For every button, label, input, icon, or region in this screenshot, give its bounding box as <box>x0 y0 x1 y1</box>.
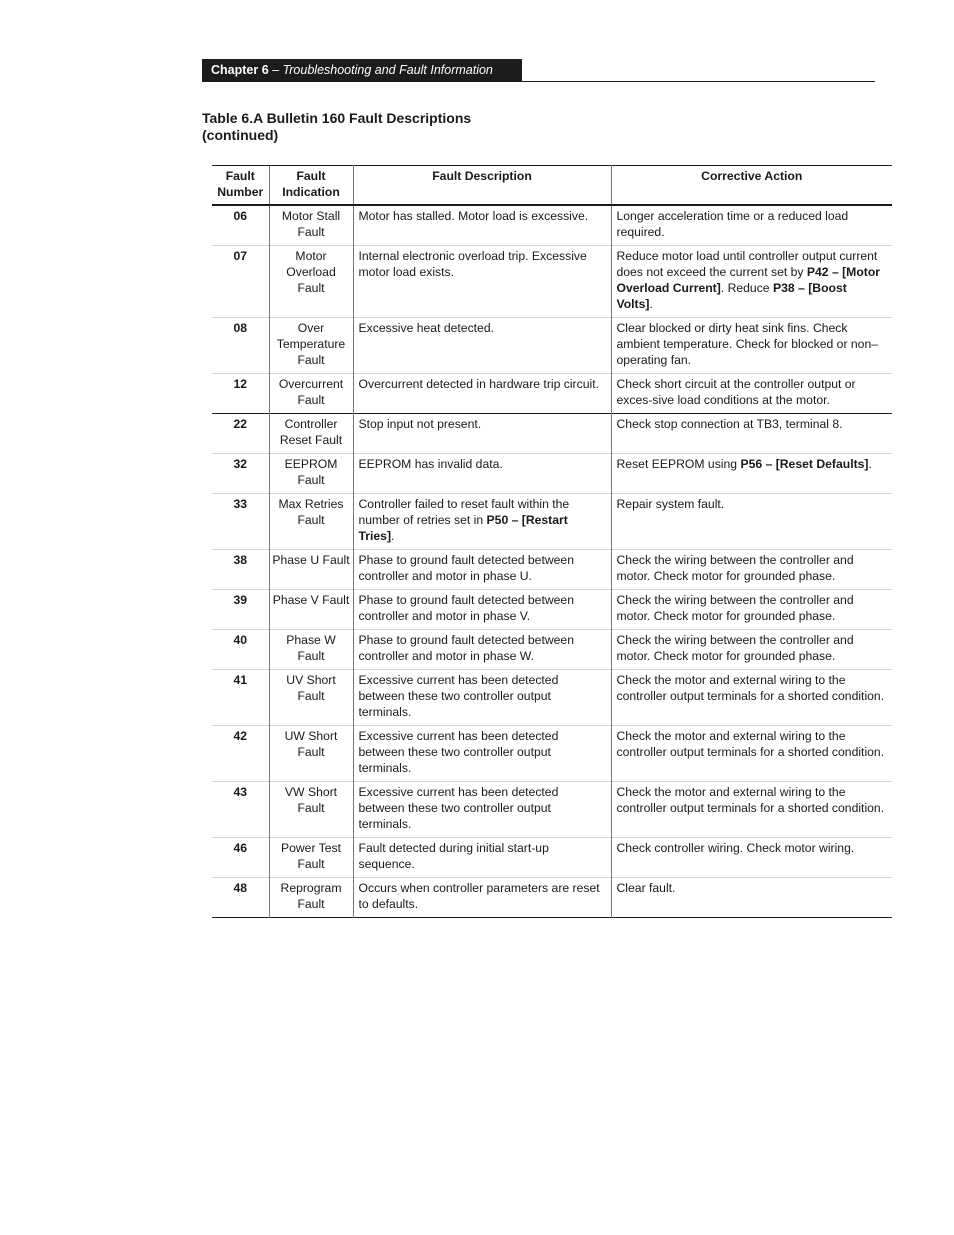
action-text: Check the motor and external wiring to the controller output terminals for a shorted condition. <box>616 784 885 815</box>
fault-indication-line: Fault <box>297 472 325 487</box>
table-row <box>212 317 892 373</box>
description-text: Excessive heat detected. <box>358 320 494 335</box>
header-fault-indication-line1: Fault <box>296 169 326 183</box>
fault-indication-line: UV Short <box>286 672 336 687</box>
description-text: Occurs when controller parameters are reset to defaults. <box>358 880 600 911</box>
corrective-action-cell <box>611 317 892 373</box>
fault-indication-cell <box>269 629 353 669</box>
action-text: Reset EEPROM using <box>616 456 741 471</box>
fault-indication-line: Fault <box>297 280 325 295</box>
fault-indication-line: Power Test <box>280 840 342 855</box>
fault-indication-line: Fault <box>297 352 325 367</box>
fault-indication-cell <box>269 245 353 317</box>
action-text: Longer acceleration time or a reduced load required. <box>616 208 849 239</box>
table-row <box>212 725 892 781</box>
header-fault-description: Fault Description <box>353 166 611 205</box>
fault-description-cell <box>353 245 611 317</box>
table-row <box>212 493 892 549</box>
corrective-action-cell <box>611 413 892 453</box>
table-row <box>212 413 892 453</box>
table-row <box>212 205 892 246</box>
fault-number-cell: 41 <box>233 672 248 687</box>
header-fault-number-line1: Fault <box>225 169 255 183</box>
description-text: Phase to ground fault detected between controller and motor in phase W. <box>358 632 574 663</box>
chapter-title: Troubleshooting and Fault Information <box>282 63 493 77</box>
fault-number-cell: 40 <box>233 632 248 647</box>
fault-number-cell: 12 <box>233 376 248 391</box>
action-text: Check the wiring between the controller and motor. Check motor for grounded phase. <box>616 552 854 583</box>
table-header-row <box>212 166 892 205</box>
chapter-separator: – <box>268 63 283 77</box>
fault-indication-line: Fault <box>297 512 325 527</box>
action-text: Check the wiring between the controller and motor. Check motor for grounded phase. <box>616 632 854 663</box>
fault-indication-cell <box>269 589 353 629</box>
fault-indication-cell <box>269 549 353 589</box>
table-row <box>212 373 892 413</box>
corrective-action-cell <box>611 669 892 725</box>
description-text: Excessive current has been detected between these two controller output terminals. <box>358 784 559 831</box>
fault-indication-line: Fault <box>297 856 325 871</box>
action-text: Check the wiring between the controller and motor. Check motor for grounded phase. <box>616 592 854 623</box>
corrective-action-cell <box>611 205 892 246</box>
fault-number-cell: 33 <box>233 496 248 511</box>
fault-indication-cell <box>269 373 353 413</box>
fault-description-cell <box>353 669 611 725</box>
fault-indication-line: Temperature <box>276 336 346 351</box>
fault-table <box>212 165 892 918</box>
fault-description-cell <box>353 629 611 669</box>
fault-indication-line: Fault <box>297 896 325 911</box>
fault-description-cell <box>353 413 611 453</box>
fault-description-cell <box>353 549 611 589</box>
fault-number-cell: 39 <box>233 592 248 607</box>
fault-description-cell <box>353 205 611 246</box>
fault-indication-line: Controller <box>284 416 338 431</box>
action-text: Reduce motor load until controller output current does not exceed the current set by <box>616 248 878 279</box>
fault-indication-line: Phase W <box>286 632 336 647</box>
fault-number-cell: 46 <box>233 840 248 855</box>
fault-indication-line: EEPROM <box>284 456 338 471</box>
action-text: Repair system fault. <box>616 496 725 511</box>
description-text: Motor has stalled. Motor load is excessive. <box>358 208 589 223</box>
fault-indication-cell <box>269 669 353 725</box>
parameter-reference: P50 – [Restart Tries] <box>358 512 568 543</box>
action-text: Clear blocked or dirty heat sink fins. Check ambient temperature. Check for blocked or non–operating fan. <box>616 320 878 367</box>
fault-indication-cell <box>269 877 353 917</box>
fault-indication-line: Overcurrent <box>278 376 344 391</box>
chapter-header <box>202 59 522 82</box>
table-row <box>212 669 892 725</box>
table-row <box>212 781 892 837</box>
action-text: . <box>868 456 872 471</box>
fault-number-cell: 48 <box>233 880 248 895</box>
header-fault-indication <box>269 166 353 205</box>
description-text: Fault detected during initial start-up sequence. <box>358 840 549 871</box>
description-text: Controller failed to reset fault within the number of retries set in <box>358 496 570 527</box>
action-text: Clear fault. <box>616 880 676 895</box>
corrective-action-cell <box>611 725 892 781</box>
fault-description-cell <box>353 493 611 549</box>
fault-indication-cell <box>269 725 353 781</box>
description-text: Phase to ground fault detected between controller and motor in phase V. <box>358 592 574 623</box>
fault-number-cell: 08 <box>233 320 248 335</box>
table-row <box>212 629 892 669</box>
header-fault-number-line2: Number <box>217 185 264 199</box>
corrective-action-cell <box>611 373 892 413</box>
fault-indication-cell <box>269 493 353 549</box>
fault-number-cell: 07 <box>233 248 248 263</box>
fault-number-cell: 42 <box>233 728 248 743</box>
header-fault-number <box>212 166 269 205</box>
action-text: Check stop connection at TB3, terminal 8. <box>616 416 843 431</box>
fault-indication-line: Over <box>297 320 325 335</box>
fault-indication-line: Fault <box>297 648 325 663</box>
fault-indication-line: Fault <box>297 744 325 759</box>
fault-indication-line: Motor <box>295 248 327 263</box>
corrective-action-cell <box>611 245 892 317</box>
table-row <box>212 453 892 493</box>
fault-indication-line: Fault <box>297 392 325 407</box>
table-row <box>212 589 892 629</box>
fault-number-cell: 38 <box>233 552 248 567</box>
fault-description-cell <box>353 589 611 629</box>
action-text: Check short circuit at the controller output or exces-sive load conditions at the motor. <box>616 376 856 407</box>
fault-indication-cell <box>269 837 353 877</box>
fault-number-cell: 32 <box>233 456 248 471</box>
fault-indication-line: Max Retries <box>278 496 344 511</box>
fault-number-cell: 22 <box>233 416 248 431</box>
description-text: Excessive current has been detected between these two controller output terminals. <box>358 672 559 719</box>
table-title-line: Table 6.A Bulletin 160 Fault Descriptions <box>202 110 472 126</box>
fault-indication-line: Fault <box>297 224 325 239</box>
fault-indication-line: UW Short <box>284 728 338 743</box>
fault-indication-line: VW Short <box>284 784 338 799</box>
table-row <box>212 549 892 589</box>
fault-indication-line: Fault <box>297 688 325 703</box>
parameter-reference: P38 – [Boost Volts] <box>616 280 847 311</box>
chapter-number: Chapter 6 <box>211 63 269 77</box>
action-text: Check the motor and external wiring to the controller output terminals for a shorted condition. <box>616 672 885 703</box>
parameter-reference: P42 – [Motor Overload Current] <box>616 264 881 295</box>
action-text: . Reduce <box>720 280 773 295</box>
fault-indication-line: Motor Stall <box>281 208 341 223</box>
action-text: . <box>649 296 653 311</box>
corrective-action-cell <box>611 877 892 917</box>
fault-indication-cell <box>269 317 353 373</box>
fault-description-cell <box>353 725 611 781</box>
corrective-action-cell <box>611 781 892 837</box>
table-row <box>212 245 892 317</box>
description-text: EEPROM has invalid data. <box>358 456 503 471</box>
fault-number-cell: 06 <box>233 208 248 223</box>
fault-description-cell <box>353 781 611 837</box>
parameter-reference: P56 – [Reset Defaults] <box>740 456 869 471</box>
description-text: Overcurrent detected in hardware trip circuit. <box>358 376 599 391</box>
corrective-action-cell <box>611 549 892 589</box>
fault-indication-line: Reprogram <box>280 880 342 895</box>
fault-indication-line: Overload <box>286 264 336 279</box>
fault-rows <box>212 205 892 918</box>
table-row <box>212 877 892 917</box>
description-text: Phase to ground fault detected between controller and motor in phase U. <box>358 552 574 583</box>
fault-description-cell <box>353 373 611 413</box>
action-text: Check controller wiring. Check motor wiring. <box>616 840 855 855</box>
table-title <box>202 110 471 144</box>
fault-indication-line: Phase V Fault <box>272 592 350 607</box>
fault-indication-cell <box>269 453 353 493</box>
fault-description-cell <box>353 877 611 917</box>
fault-indication-line: Fault <box>297 800 325 815</box>
fault-indication-line: Reset Fault <box>279 432 343 447</box>
fault-description-cell <box>353 837 611 877</box>
header-rule <box>522 81 875 82</box>
corrective-action-cell <box>611 493 892 549</box>
fault-indication-line: Phase U Fault <box>272 552 350 567</box>
fault-indication-cell <box>269 781 353 837</box>
fault-number-cell: 43 <box>233 784 248 799</box>
fault-description-cell <box>353 317 611 373</box>
corrective-action-cell <box>611 837 892 877</box>
description-text: Excessive current has been detected between these two controller output terminals. <box>358 728 559 775</box>
fault-indication-cell <box>269 205 353 246</box>
header-fault-indication-line2: Indication <box>282 185 340 199</box>
action-text: Check the motor and external wiring to the controller output terminals for a shorted condition. <box>616 728 885 759</box>
corrective-action-cell <box>611 589 892 629</box>
description-text: Stop input not present. <box>358 416 482 431</box>
corrective-action-cell <box>611 453 892 493</box>
header-corrective-action: Corrective Action <box>611 166 892 205</box>
fault-description-cell <box>353 453 611 493</box>
description-text: . <box>391 528 395 543</box>
description-text: Internal electronic overload trip. Excessive motor load exists. <box>358 248 587 279</box>
table-row <box>212 837 892 877</box>
fault-indication-cell <box>269 413 353 453</box>
table-title-continued: (continued) <box>202 127 279 143</box>
corrective-action-cell <box>611 629 892 669</box>
